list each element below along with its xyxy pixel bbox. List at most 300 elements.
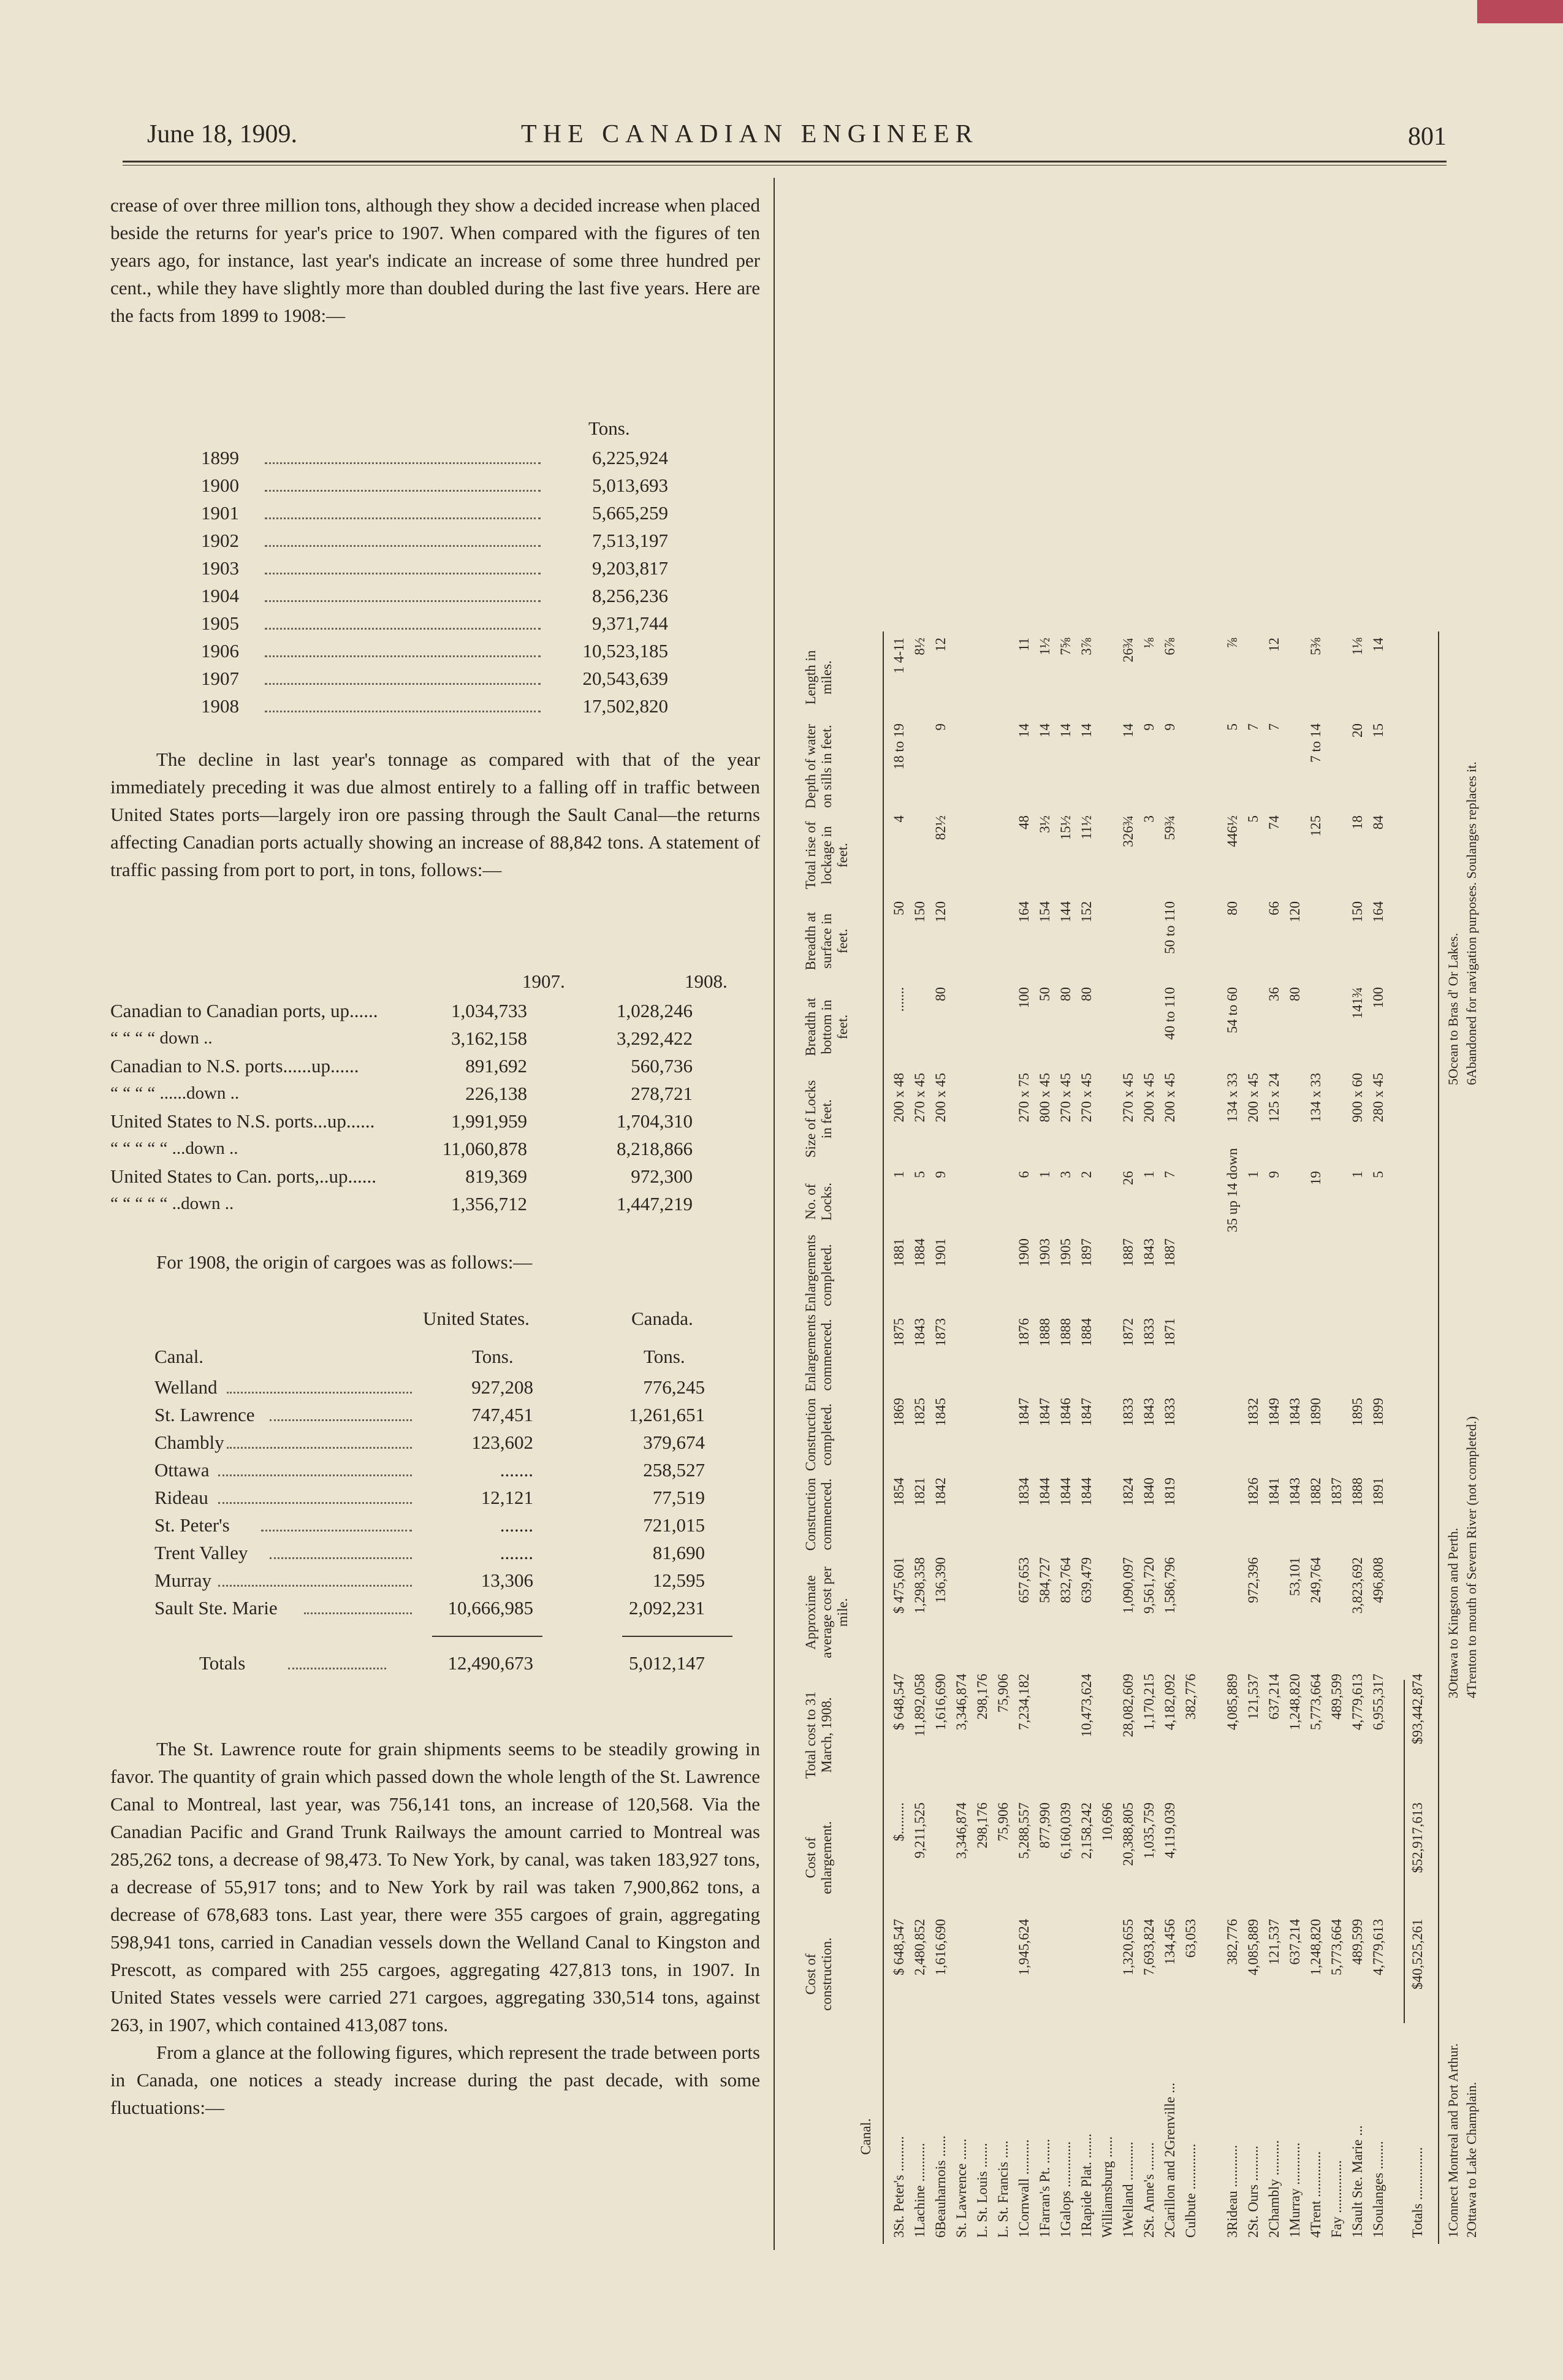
tonnage-year: 1906 — [201, 640, 239, 662]
canal-value-cell: 4,119,039 — [1162, 1802, 1177, 1859]
canal-value-cell: 15½ — [1058, 815, 1073, 841]
canal-value-cell: 14 — [1120, 723, 1136, 738]
canal-table-header: Enlargements completed. — [803, 1234, 834, 1312]
canal-table-bottom-rule — [1438, 631, 1439, 2244]
canal-value-cell: 5 — [1225, 723, 1240, 731]
canal-value-cell: 9 — [1162, 723, 1177, 731]
origin-us-value: ....... — [500, 1542, 533, 1563]
canal-table-header: Size of Locks in feet. — [803, 1080, 834, 1158]
canal-value-cell: 80 — [933, 987, 948, 1001]
origin-canal-name: Rideau — [154, 1487, 208, 1508]
canal-value-cell: 5⅜ — [1308, 638, 1323, 655]
canal-value-cell: 1888 — [1058, 1318, 1073, 1346]
canal-value-cell: 5 — [912, 1171, 927, 1178]
origin-totals-leader — [288, 1649, 386, 1669]
origin-leader — [227, 1373, 412, 1394]
canal-value-cell: 9 — [933, 1171, 948, 1178]
origin-us-value: 747,451 — [471, 1404, 533, 1425]
canal-value-cell: 1887 — [1162, 1238, 1177, 1267]
canal-value-cell: 1841 — [1266, 1478, 1282, 1506]
canal-value-cell: 200 x 48 — [891, 1073, 907, 1123]
origin-leader — [218, 1456, 412, 1476]
canal-name-cell: 3Rideau ............ — [1225, 2145, 1240, 2238]
traffic-value-1908: 278,721 — [631, 1083, 693, 1104]
canal-value-cell: 1 — [1350, 1171, 1365, 1178]
canal-value-cell: 270 x 75 — [1016, 1073, 1032, 1123]
canal-value-cell: 164 — [1371, 901, 1386, 923]
canal-value-cell: 1843 — [1141, 1398, 1157, 1426]
canal-table-header: Total rise of lockage in feet. — [803, 821, 850, 890]
traffic-value-1907: 226,138 — [465, 1083, 527, 1104]
canal-value-cell: 121,537 — [1245, 1674, 1261, 1720]
canal-value-cell: 4,182,092 — [1162, 1674, 1177, 1730]
canal-value-cell: 18 to 19 — [891, 723, 907, 770]
canal-value-cell: 80 — [1287, 987, 1302, 1001]
canal-name-cell: 1Welland ........... — [1120, 2142, 1136, 2238]
canal-value-cell: 9,211,525 — [912, 1802, 927, 1859]
tonnage-year: 1905 — [201, 612, 239, 634]
canal-value-cell: 7 to 14 — [1308, 723, 1323, 763]
canal-table-row — [972, 202, 992, 2250]
canal-name-cell: 6Beauharnois ...... — [933, 2135, 948, 2238]
canal-value-cell: 14 — [1371, 638, 1386, 652]
canal-value-cell: 12 — [933, 638, 948, 652]
origin-leader — [304, 1594, 412, 1614]
canal-totals-value: $40,525,261 — [1410, 1919, 1425, 1989]
canal-table-header: Construction commenced. — [803, 1478, 834, 1551]
canal-value-cell: 164 — [1016, 901, 1032, 923]
canal-value-cell: 19 — [1308, 1171, 1323, 1185]
canal-table-totals-row — [1407, 202, 1428, 2250]
canal-table-footnote: 2Ottawa to Lake Champlain. — [1464, 2081, 1479, 2238]
canal-table-header: No. of Locks. — [803, 1183, 834, 1221]
canal-statistics-table — [797, 202, 1479, 2250]
canal-value-cell: 249,764 — [1308, 1557, 1323, 1603]
origin-ca-value: 1,261,651 — [629, 1404, 705, 1425]
canal-value-cell: 637,214 — [1287, 1919, 1302, 1965]
tonnage-header: Tons. — [588, 418, 630, 439]
traffic-label: “ “ “ “ “ ..down .. — [110, 1194, 234, 1213]
traffic-value-1908: 1,704,310 — [617, 1110, 693, 1132]
traffic-label: “ “ “ “ “ ...down .. — [110, 1139, 238, 1158]
canal-value-cell: 6 — [1016, 1171, 1032, 1178]
canal-value-cell: 150 — [1350, 901, 1365, 923]
traffic-value-1907: 1,991,959 — [451, 1110, 527, 1132]
origin-leader — [227, 1428, 412, 1449]
origin-tons-ca-head: Tons. — [644, 1346, 685, 1367]
canal-value-cell: 1,090,097 — [1120, 1557, 1136, 1614]
tonnage-leader — [265, 554, 541, 574]
canal-value-cell: 1832 — [1245, 1398, 1261, 1426]
traffic-value-1907: 3,162,158 — [451, 1028, 527, 1049]
traffic-value-1907: 1,034,733 — [451, 1000, 527, 1021]
origin-canal-head: Canal. — [154, 1346, 204, 1367]
tonnage-value: 20,543,639 — [582, 668, 668, 689]
canal-value-cell: 4,085,889 — [1245, 1919, 1261, 1975]
canal-value-cell: 496,808 — [1371, 1557, 1386, 1603]
canal-value-cell: 1869 — [891, 1398, 907, 1426]
canal-table-footnote: 1Connect Montreal and Port Arthur. — [1445, 2043, 1461, 2238]
tonnage-leader — [265, 665, 541, 685]
tonnage-value: 9,203,817 — [592, 557, 668, 579]
canal-table-row — [1285, 202, 1305, 2250]
canal-value-cell: 134 x 33 — [1308, 1073, 1323, 1123]
canal-table-row — [930, 202, 951, 2250]
canal-table-row — [1160, 202, 1180, 2250]
canal-value-cell: 1905 — [1058, 1238, 1073, 1267]
canal-value-cell: 134,456 — [1162, 1919, 1177, 1965]
canal-value-cell: 144 — [1058, 901, 1073, 923]
canal-value-cell: 800 x 45 — [1037, 1073, 1052, 1123]
origin-ca-value: 77,519 — [652, 1487, 705, 1508]
canal-table-footnote: 3Ottawa to Kingston and Perth. — [1445, 1527, 1461, 1698]
tonnage-value: 5,665,259 — [592, 502, 668, 524]
traffic-value-1908: 3,292,422 — [617, 1028, 693, 1049]
canal-name-cell: 1Murray ............ — [1287, 2142, 1302, 2238]
canal-value-cell: 270 x 45 — [1058, 1073, 1073, 1123]
canal-name-cell: L. St. Louis ....... — [975, 2143, 990, 2238]
column-divider — [774, 178, 775, 2250]
canal-value-cell: 1887 — [1120, 1238, 1136, 1267]
canal-table-rotated-content — [797, 202, 1479, 2250]
canal-table-row — [1035, 202, 1055, 2250]
canal-value-cell: 4 — [891, 815, 907, 823]
canal-value-cell: 657,653 — [1016, 1557, 1032, 1603]
canal-value-cell: 75,906 — [995, 1802, 1011, 1842]
origin-us-value: 123,602 — [471, 1432, 533, 1453]
canal-value-cell: 298,176 — [975, 1802, 990, 1848]
canal-value-cell: 4,085,889 — [1225, 1674, 1240, 1730]
canal-value-cell: 28,082,609 — [1120, 1674, 1136, 1737]
canal-name-cell: 1Farran's Pt. ....... — [1037, 2138, 1052, 2238]
canal-value-cell: 1824 — [1120, 1478, 1136, 1506]
canal-value-cell: 6,955,317 — [1371, 1674, 1386, 1730]
canal-name-cell: St. Lawrence ...... — [954, 2138, 969, 2238]
canal-value-cell: 1882 — [1308, 1478, 1323, 1506]
canal-table-row — [1306, 202, 1326, 2250]
canal-value-cell: 18 — [1350, 815, 1365, 830]
origin-intro-block — [110, 1248, 760, 1276]
canal-value-cell: 1845 — [933, 1398, 948, 1426]
tonnage-leader — [265, 499, 541, 519]
tonnage-year: 1899 — [201, 447, 239, 468]
origin-leader — [218, 1566, 412, 1587]
origin-ca-value: 379,674 — [643, 1432, 705, 1453]
tonnage-value: 8,256,236 — [592, 585, 668, 606]
canal-value-cell: 1901 — [933, 1238, 948, 1267]
canal-value-cell: 50 to 110 — [1162, 901, 1177, 955]
canal-value-cell: 1,945,624 — [1016, 1919, 1032, 1975]
page-header — [147, 120, 1447, 162]
canal-name-cell: Fay ............... — [1329, 2160, 1344, 2238]
canal-value-cell: 5,773,664 — [1329, 1919, 1344, 1975]
canal-value-cell: $......... — [891, 1802, 907, 1842]
intro-paragraph: crease of over three million tons, although they show a decided increase when placed beside the returns for year's price to 1907. When compared with the figures of ten years ago, for instance, last year's indicate an increase of some three hundred per cent., while they have slightly more than doubled during the last five years. Here are the facts from 1899 to 1908:— — [110, 194, 760, 326]
canal-value-cell: 120 — [933, 901, 948, 923]
canal-value-cell: 8½ — [912, 638, 927, 655]
canal-value-cell: 66 — [1266, 901, 1282, 915]
canal-value-cell: 280 x 45 — [1371, 1073, 1386, 1123]
canal-value-cell: 270 x 45 — [1120, 1073, 1136, 1123]
origin-us-value: 10,666,985 — [447, 1597, 533, 1619]
canal-value-cell: 3⅞ — [1079, 638, 1094, 655]
canal-value-cell: 40 to 110 — [1162, 987, 1177, 1040]
canal-value-cell: 1,320,655 — [1120, 1919, 1136, 1975]
traffic-value-1907: 1,356,712 — [451, 1193, 527, 1215]
canal-value-cell: 26 — [1120, 1171, 1136, 1185]
canal-value-cell: 48 — [1016, 815, 1032, 830]
canal-name-cell: 1Sault Ste. Marie ... — [1350, 2125, 1365, 2238]
traffic-value-1907: 891,692 — [465, 1055, 527, 1077]
header-date: June 18, 1909. — [147, 120, 297, 148]
canal-value-cell: 1884 — [1079, 1318, 1094, 1346]
canal-table-footnote: 4Trenton to mouth of Severn River (not completed.) — [1464, 1416, 1479, 1698]
canal-value-cell: 1891 — [1371, 1478, 1386, 1506]
canal-totals-label: Totals ............... — [1410, 2147, 1425, 2238]
canal-value-cell: 1,248,820 — [1308, 1919, 1323, 1975]
canal-value-cell: 121,537 — [1266, 1919, 1282, 1965]
canal-value-cell: 1873 — [933, 1318, 948, 1346]
canal-value-cell: 5,773,664 — [1308, 1674, 1323, 1730]
canal-value-cell: 1888 — [1350, 1478, 1365, 1506]
canal-name-cell: 1Galops ............. — [1058, 2141, 1073, 2238]
origin-us-value: 13,306 — [481, 1570, 533, 1591]
tonnage-leader — [265, 637, 541, 657]
canal-value-cell: 14 — [1079, 723, 1094, 738]
canal-value-cell: 63,053 — [1183, 1919, 1198, 1958]
canal-value-cell: 125 — [1308, 815, 1323, 837]
decline-paragraph-block — [110, 746, 760, 883]
canal-value-cell: 1872 — [1120, 1318, 1136, 1346]
canal-value-cell: 20,388,805 — [1120, 1802, 1136, 1866]
origin-total-rule-us — [432, 1636, 542, 1637]
canal-value-cell: 1842 — [933, 1478, 948, 1506]
tonnage-table — [110, 414, 760, 721]
canal-value-cell: 6⅞ — [1162, 638, 1177, 655]
canal-value-cell: 200 x 45 — [1141, 1073, 1157, 1123]
canal-value-cell: 1843 — [1141, 1238, 1157, 1267]
canal-value-cell: 80 — [1079, 987, 1094, 1001]
canal-table-header: Enlargements commenced. — [803, 1314, 834, 1392]
canal-value-cell: 36 — [1266, 987, 1282, 1001]
header-rule — [123, 161, 1447, 166]
canal-value-cell: 5,288,557 — [1016, 1802, 1032, 1859]
origin-table — [110, 1305, 760, 1697]
tonnage-leader — [265, 692, 541, 712]
canal-value-cell: ....... — [891, 987, 907, 1012]
canal-table-header: Length in miles. — [803, 650, 834, 705]
tonnage-year: 1908 — [201, 695, 239, 717]
canal-value-cell: 1871 — [1162, 1318, 1177, 1346]
canal-value-cell: 7,693,824 — [1141, 1919, 1157, 1975]
origin-ca-value: 12,595 — [652, 1570, 705, 1591]
origin-totals-label: Totals — [199, 1652, 246, 1674]
origin-intro: For 1908, the origin of cargoes was as follows:— — [156, 1251, 533, 1273]
canal-table-row — [1326, 202, 1347, 2250]
canal-value-cell: 134 x 33 — [1225, 1073, 1240, 1123]
canal-value-cell: 1895 — [1350, 1398, 1365, 1426]
canal-value-cell: 14 — [1058, 723, 1073, 738]
traffic-value-1908: 560,736 — [631, 1055, 693, 1077]
origin-ca-value: 776,245 — [643, 1376, 705, 1398]
canal-value-cell: 1,586,796 — [1162, 1557, 1177, 1614]
canal-value-cell: 1 — [1245, 1171, 1261, 1178]
tonnage-value: 7,513,197 — [592, 530, 668, 551]
traffic-header-1907: 1907. — [522, 971, 565, 992]
tonnage-year: 1902 — [201, 530, 239, 551]
tonnage-value: 9,371,744 — [592, 612, 668, 634]
tonnage-value: 5,013,693 — [592, 475, 668, 496]
traffic-value-1908: 8,218,866 — [617, 1138, 693, 1159]
canal-table-row — [1118, 202, 1138, 2250]
canal-value-cell: 6,160,039 — [1058, 1802, 1073, 1859]
canal-totals-value: $93,442,874 — [1410, 1674, 1425, 1744]
traffic-value-1908: 1,028,246 — [617, 1000, 693, 1021]
canal-value-cell: 1826 — [1245, 1478, 1261, 1506]
origin-totals-ca: 5,012,147 — [629, 1652, 705, 1674]
canal-value-cell: 120 — [1287, 901, 1302, 923]
canal-value-cell: 326¾ — [1120, 815, 1136, 847]
canal-value-cell: 1846 — [1058, 1398, 1073, 1426]
traffic-label: “ “ “ “ down .. — [110, 1028, 213, 1048]
canal-value-cell: 2,480,852 — [912, 1919, 927, 1975]
canal-value-cell: 3 — [1058, 1171, 1073, 1178]
canal-name-cell: Culbute ............. — [1183, 2143, 1198, 2238]
header-page-number: 801 — [1408, 123, 1447, 151]
origin-leader — [261, 1511, 412, 1531]
origin-canal-name: St. Peter's — [154, 1514, 230, 1536]
canal-value-cell: 3½ — [1037, 815, 1052, 833]
canal-value-cell: 1903 — [1037, 1238, 1052, 1267]
origin-us-value: ....... — [500, 1514, 533, 1536]
canal-value-cell: 141¾ — [1350, 987, 1365, 1019]
canal-value-cell: 1,248,820 — [1287, 1674, 1302, 1730]
canal-table-header: Approximate average cost per mile. — [803, 1566, 850, 1658]
canal-name-cell: 1Soulanges ........ — [1371, 2141, 1386, 2238]
canal-value-cell: 100 — [1371, 987, 1386, 1009]
traffic-value-1907: 11,060,878 — [442, 1138, 527, 1159]
canal-value-cell: 1890 — [1308, 1398, 1323, 1426]
canal-table-row — [1014, 202, 1034, 2250]
canal-name-cell: L. St. Francis ..... — [995, 2140, 1011, 2238]
canal-name-cell: 3St. Peter's .......... — [891, 2136, 907, 2238]
origin-totals-us: 12,490,673 — [447, 1652, 533, 1674]
traffic-label: Canadian to Canadian ports, up...... — [110, 1000, 378, 1021]
canal-value-cell: ⅛ — [1141, 638, 1157, 649]
origin-canal-name: Sault Ste. Marie — [154, 1597, 278, 1619]
canal-value-cell: 1½ — [1037, 638, 1052, 655]
canal-table-row — [1055, 202, 1076, 2250]
origin-canal-name: Chambly — [154, 1432, 224, 1453]
canal-table-header: Total cost to 31 March, 1908. — [803, 1691, 834, 1779]
tonnage-year: 1904 — [201, 585, 239, 606]
canal-value-cell: 100 — [1016, 987, 1032, 1009]
canal-value-cell: $ 648,547 — [891, 1674, 907, 1730]
canal-name-cell: Williamsburg ...... — [1100, 2136, 1115, 2238]
canal-name-cell: 1Rapide Plat. ....... — [1079, 2134, 1094, 2238]
tonnage-year: 1903 — [201, 557, 239, 579]
canal-value-cell: 1847 — [1079, 1398, 1094, 1426]
decline-paragraph: The decline in last year's tonnage as compared with that of the year immediately preceding it was due almost entirely to a falling off in traffic between United States ports—largely iron ore passing through the Sault Canal—the returns affecting Canadian ports actually showing an increase of 88,842 tons. A statement of traffic passing from port to port, in tons, follows:— — [110, 749, 760, 880]
canal-value-cell: 1843 — [1287, 1478, 1302, 1506]
canal-value-cell: 12 — [1266, 638, 1282, 652]
canal-table-row — [1181, 202, 1201, 2250]
canal-table-header: Construction completed. — [803, 1398, 834, 1471]
tonnage-value: 10,523,185 — [582, 640, 668, 662]
canal-value-cell: 1876 — [1016, 1318, 1032, 1346]
canal-value-cell: 136,390 — [933, 1557, 948, 1603]
canal-value-cell: 1833 — [1162, 1398, 1177, 1426]
canal-value-cell: 1834 — [1016, 1478, 1032, 1506]
canal-value-cell: 1875 — [891, 1318, 907, 1346]
origin-leader — [270, 1401, 412, 1421]
origin-us-value: 12,121 — [481, 1487, 533, 1508]
origin-leader — [218, 1484, 412, 1504]
canal-value-cell: 1 — [1141, 1171, 1157, 1178]
origin-us-value: 927,208 — [471, 1376, 533, 1398]
canal-table-row — [951, 202, 972, 2250]
tonnage-value: 17,502,820 — [582, 695, 668, 717]
canal-value-cell: 1825 — [912, 1398, 927, 1426]
canal-value-cell: 152 — [1079, 901, 1094, 923]
canal-value-cell: 75,906 — [995, 1674, 1011, 1713]
canal-value-cell: 1 — [891, 1171, 907, 1178]
canal-value-cell: 4,779,613 — [1371, 1919, 1386, 1975]
tonnage-leader — [265, 609, 541, 630]
canal-value-cell: 1840 — [1141, 1478, 1157, 1506]
canal-value-cell: 639,479 — [1079, 1557, 1094, 1603]
canal-value-cell: 80 — [1058, 987, 1073, 1001]
canal-name-cell: 2Carillon and 2Grenville ... — [1162, 2083, 1177, 2238]
canal-value-cell: 200 x 45 — [1162, 1073, 1177, 1123]
origin-us-value: ....... — [500, 1459, 533, 1481]
traffic-label: “ “ “ “ ......down .. — [110, 1083, 240, 1103]
page-edge-band — [1477, 0, 1563, 23]
canal-value-cell: 1843 — [1287, 1398, 1302, 1426]
canal-name-cell: 4Trent ............. — [1308, 2151, 1323, 2238]
glance-paragraph: From a glance at the following figures, which represent the trade between ports in Canada, one notices a steady increase during the past decade, with some fluctuations:— — [110, 2042, 760, 2118]
canal-value-cell: 3 — [1141, 815, 1157, 823]
canal-value-cell: 35 up 14 down — [1225, 1148, 1240, 1232]
canal-value-cell: 14 — [1037, 723, 1052, 738]
canal-value-cell: 10,473,624 — [1079, 1674, 1094, 1737]
traffic-label: United States to Can. ports,..up...... — [110, 1165, 376, 1187]
canal-table-row — [910, 202, 930, 2250]
canal-value-cell: 1881 — [891, 1238, 907, 1267]
canal-table-header: Canal. — [858, 2118, 873, 2155]
canal-table-row — [1368, 202, 1388, 2250]
origin-canal-name: Trent Valley — [154, 1542, 248, 1563]
canal-value-cell: 11,892,058 — [912, 1674, 927, 1737]
canal-table-total-rule — [1404, 1680, 1405, 2023]
origin-ca-value: 721,015 — [643, 1514, 705, 1536]
tonnage-leader — [265, 527, 541, 547]
canal-value-cell: 125 x 24 — [1266, 1073, 1282, 1123]
canal-value-cell: $ 475,601 — [891, 1557, 907, 1614]
tonnage-value: 6,225,924 — [592, 447, 668, 468]
canal-value-cell: 200 x 45 — [933, 1073, 948, 1123]
canal-value-cell: 50 — [1037, 987, 1052, 1001]
tonnage-year: 1900 — [201, 475, 239, 496]
canal-table-header: Breadth at bottom in feet. — [803, 997, 850, 1056]
canal-value-cell: 1,298,358 — [912, 1557, 927, 1614]
traffic-table — [110, 967, 760, 1225]
canal-table-row — [1097, 202, 1117, 2250]
canal-value-cell: 84 — [1371, 815, 1386, 830]
canal-value-cell: 584,727 — [1037, 1557, 1052, 1603]
canal-value-cell: 832,764 — [1058, 1557, 1073, 1603]
canal-value-cell: 3,823,692 — [1350, 1557, 1365, 1614]
